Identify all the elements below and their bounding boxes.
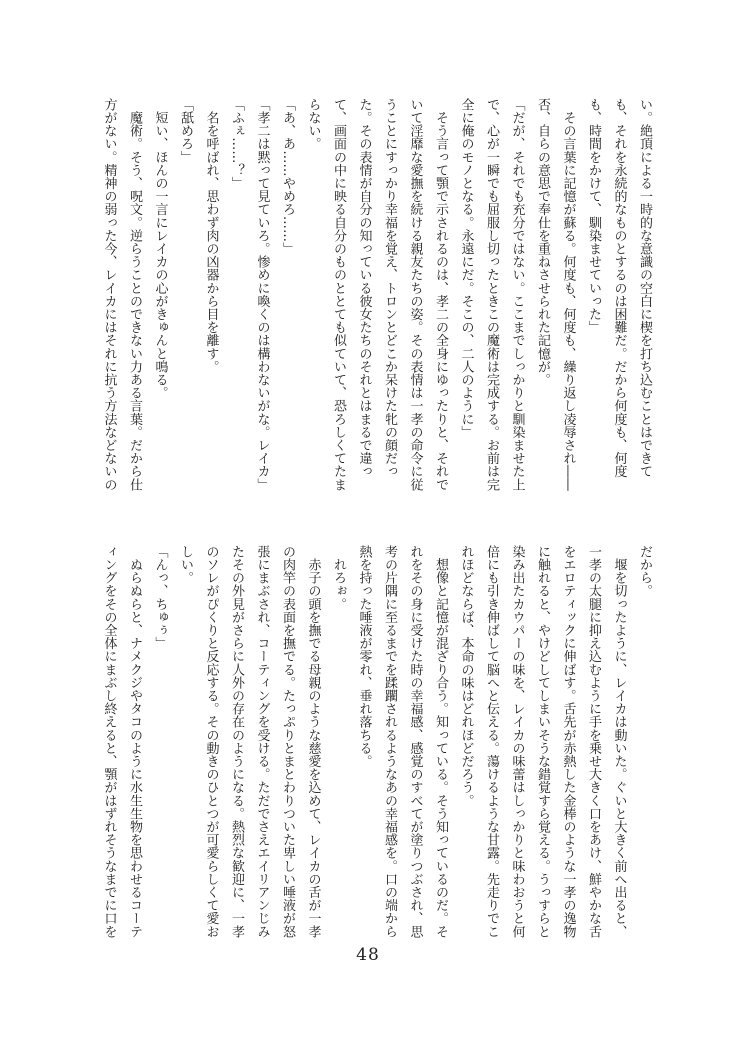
text-line: 「んっ、ちゅぅ」 [152, 545, 168, 650]
text-line: うことにすっかり幸福を覚え、トロンとどこか呆けた牝の顔だっ [382, 98, 397, 478]
text-line: そう言って顎で示されるのは、孝二の全身にゆったりと、それで [433, 98, 448, 491]
text-line: れほどならば、本命の味はどれほどだろう。 [458, 545, 474, 807]
text-line: 「舐めろ」 [178, 98, 193, 164]
text-line: 「孝二は黙って見ていろ。惨めに喚くのは構わないがな。レイカ」 [254, 98, 270, 491]
text-line: だから。 [637, 545, 652, 598]
text-line: ぬらぬらと、ナメクジやタコのように水生生物を思わせるコーテ [127, 545, 142, 938]
text-line: 堰を切ったように、レイカは動いた。ぐいと大きく前へ出ると、 [611, 545, 627, 938]
text-line: 魔術。そう、呪文。逆らうことのできない力ある言葉。だから仕 [127, 98, 142, 491]
text-line: 張にまぶされ、コーティングを受ける。ただでさえエイリアンじみ [254, 545, 270, 938]
text-line: の肉竿の表面を撫でる。たっぷりとまとわりついた卑しい唾液が怒 [280, 545, 295, 938]
text-line: その言葉に記憶が蘇る。何度も、何度も、繰り返し凌辱され―― [560, 98, 576, 491]
text-line: い。絶頂による一時的な意識の空白に楔を打ち込むことはできて [637, 98, 652, 478]
text-line: 赤子の頭を撫でる母親のような慈愛を込めて、レイカの舌が一孝 [305, 545, 321, 938]
text-line: 一孝の太腿に抑え込むように手を乗せ大きく口をあけ、鮮やかな舌 [586, 545, 601, 938]
text-line: 染み出たカウパーの味を、レイカの味蕾はしっかりと味わおうと何 [509, 545, 525, 938]
text-line: た。その表情が自分の知っている彼女たちのそれとはまるで違っ [356, 98, 372, 478]
text-line: 「だが、それでも充分ではない。ここまでしっかりと馴染ませた上 [509, 98, 525, 491]
text-line: も、それを永続的なものとするのは困難だ。だから何度も、何度 [611, 98, 627, 478]
text-line: て、画面の中に映る自分のものととても似ていて、恐ろしくてたま [331, 98, 346, 491]
text-block-top [96, 98, 657, 490]
text-line: 名を呼ばれ、思わず肉の凶器から目を離す。 [203, 98, 219, 374]
text-line: 短い、ほんの一言にレイカの心がきゅんと鳴る。 [152, 98, 168, 400]
text-line: 「あ、あ……やめろ……」 [280, 98, 295, 256]
text-line: 倍にも引き伸ばして脳へと伝える。蕩けるような甘露。先走りでこ [484, 545, 499, 938]
text-line: 方がない。精神の弱った今、レイカにはそれに抗う方法などないの [101, 98, 117, 491]
text-line: いて淫靡な愛撫を続ける親友たちの姿。その表情は一孝の命令に従 [407, 98, 423, 491]
page-number: 48 [356, 945, 380, 965]
text-line: で、心が一瞬でも屈服し切ったときこの魔術は完成する。お前は完 [484, 98, 499, 491]
text-line: ィングをその全体にまぶし終えると、顎がはずれそうなまでに口を [101, 545, 117, 938]
text-line: に触れると、やけどしてしまいそうな錯覚すら覚える。うっすらと [535, 545, 550, 938]
text-line: も、時間をかけて、馴染ませていった」 [586, 98, 601, 334]
text-line: しい。 [178, 545, 193, 585]
text-line: 考の片隅に至るまでを蹂躙されるようなあの幸福感を。口の端から [382, 545, 397, 938]
text-line: らない。 [305, 98, 321, 151]
text-line: をエロティックに伸ばす。舌先が赤熱した金棒のような一孝の逸物 [560, 545, 576, 938]
text-line: たその外見がさらに人外の存在のようになる。熱烈な歓迎に、一孝 [229, 545, 244, 938]
text-line: 否、自らの意思で奉仕を重ねさせられた記憶が。 [535, 98, 550, 387]
text-line: 熱を持った唾液が零れ、垂れ落ちる。 [356, 545, 372, 768]
text-line: れをその身に受けた時の幸福感、感覚のすべてが塗りつぶされ、思 [407, 545, 423, 938]
text-block-bottom [96, 545, 657, 937]
text-line: のソレがぴくりと反応する。その動きのひとつが可愛らしくて愛お [203, 545, 219, 938]
text-line: 全に俺のモノとなる。永遠にだ。そこの、二人のように」 [458, 98, 474, 439]
text-line: れろぉ。 [331, 545, 346, 611]
text-line: 「ふぇ……？」 [229, 98, 244, 190]
text-line: 想像と記憶が混ざり合う。知っている。そう知っているのだ。そ [433, 545, 448, 938]
